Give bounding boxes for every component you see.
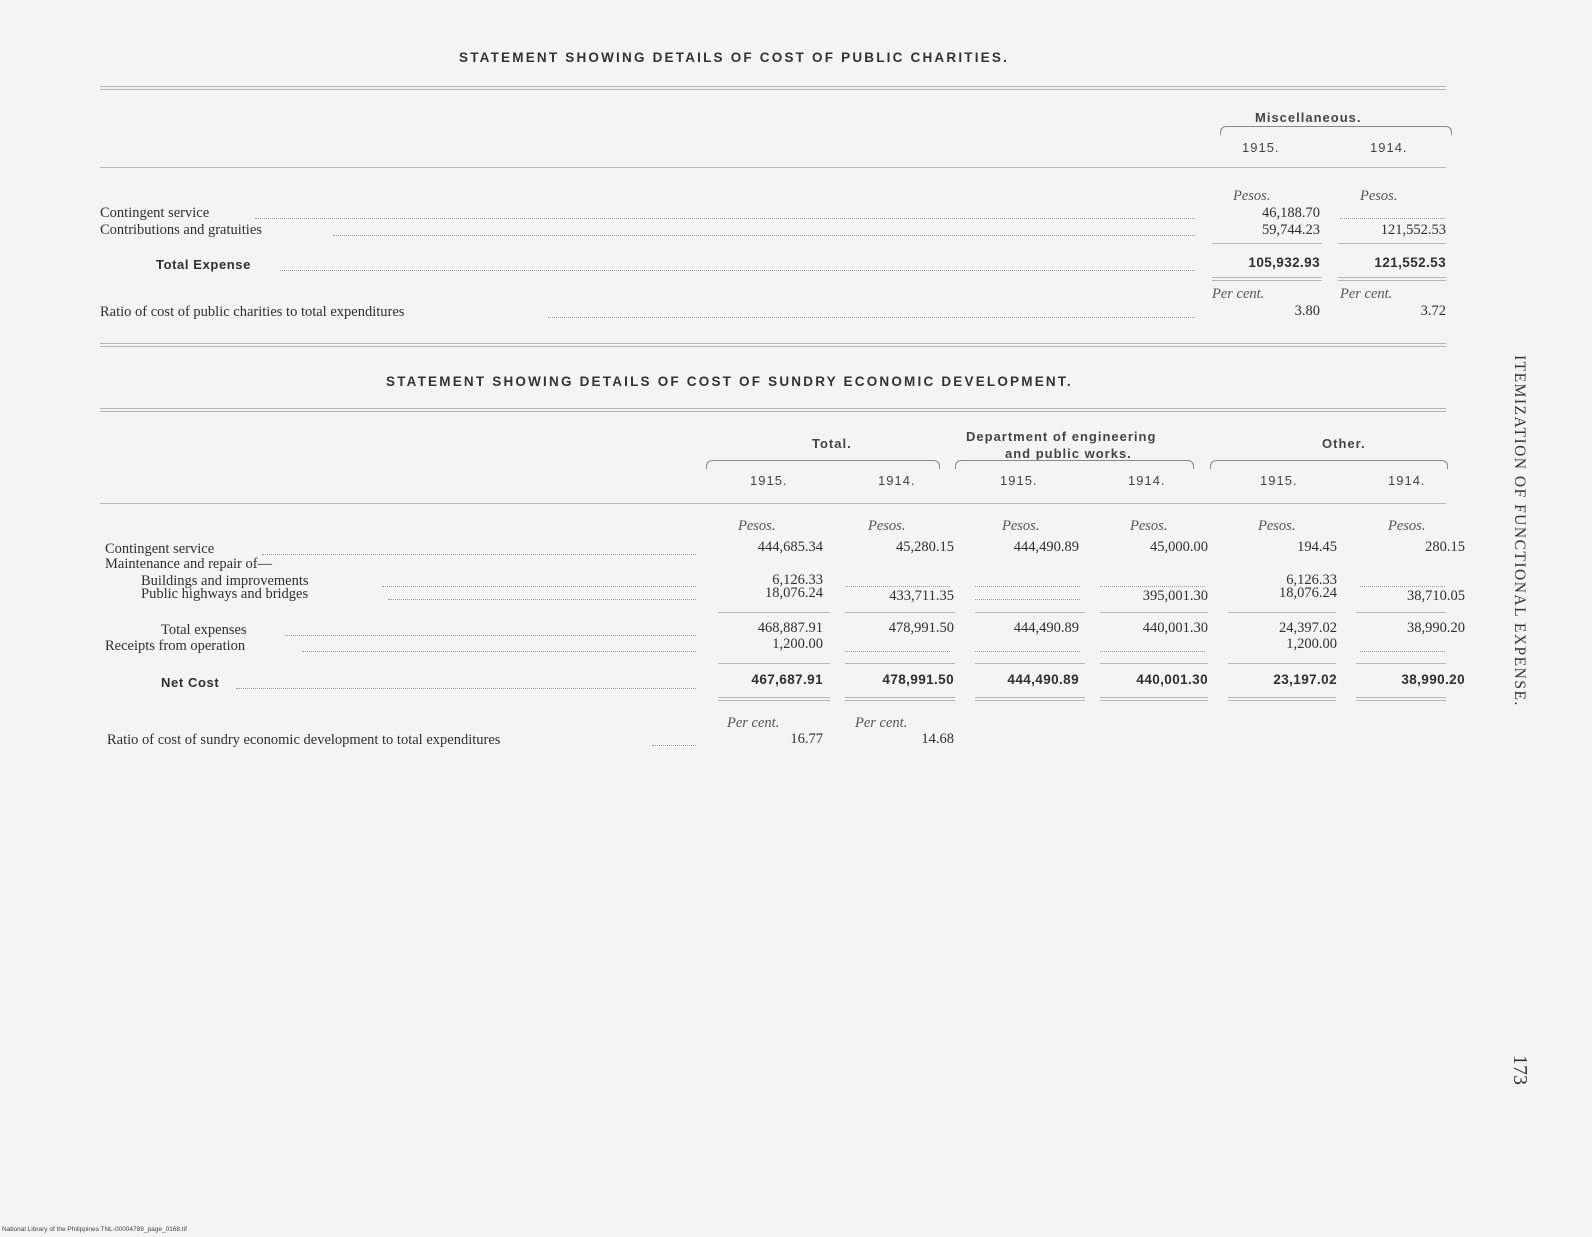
charities-ratio-unit-1914: Per cent. [1340, 286, 1393, 302]
sundry-net-cell: 23,197.02 [1273, 672, 1337, 687]
sundry-cell: 18,076.24 [765, 585, 823, 601]
sundry-net-cell: 38,990.20 [1401, 672, 1465, 687]
sundry-group-dept: Department of engineering [966, 429, 1157, 444]
charities-unit-1915: Pesos. [1233, 188, 1271, 204]
sundry-cell: 433,711.35 [889, 588, 954, 604]
total-rule [718, 697, 830, 701]
sundry-year: 1915. [1000, 473, 1038, 488]
charities-ratio-unit-1915: Per cent. [1212, 286, 1265, 302]
leader-dots [262, 554, 696, 555]
sundry-year: 1914. [1128, 473, 1166, 488]
page-number: 173 [1509, 1055, 1531, 1085]
sundry-header-rule [100, 503, 1446, 504]
charities-title: STATEMENT SHOWING DETAILS OF COST OF PUBLIC CHARITIES. [459, 50, 1010, 65]
running-heading: ITEMIZATION OF FUNCTIONAL EXPENSE. [1511, 355, 1528, 707]
sum-rule [845, 612, 955, 613]
charities-unit-1914: Pesos. [1360, 188, 1398, 204]
total-rule [1338, 277, 1446, 281]
sundry-cell: 280.15 [1425, 539, 1465, 555]
empty-cell-dots [1100, 651, 1205, 652]
sundry-year: 1914. [1388, 473, 1426, 488]
sundry-group-other: Other. [1322, 436, 1366, 451]
sum-rule [1356, 612, 1446, 613]
sundry-row-label: Receipts from operation [105, 638, 246, 654]
empty-cell-dots [1360, 651, 1445, 652]
sum-rule [718, 612, 830, 613]
total-rule [1356, 697, 1446, 701]
sundry-cell: 478,991.50 [888, 620, 954, 636]
leader-dots [388, 599, 696, 600]
sundry-year: 1915. [1260, 473, 1298, 488]
sundry-cell: 1,200.00 [1286, 636, 1337, 652]
sundry-brace-other [1210, 460, 1448, 469]
sundry-year: 1914. [878, 473, 916, 488]
sum-rule [1212, 243, 1322, 244]
sum-rule [845, 663, 955, 664]
charities-row-1915: 46,188.70 [1262, 205, 1320, 221]
charities-header-rule [100, 167, 1446, 168]
charities-row-label: Contributions and gratuities [100, 222, 262, 238]
sundry-ratio-label: Ratio of cost of sundry economic development to total expenditures [107, 732, 501, 748]
sundry-ratio-unit-1914: Per cent. [855, 715, 908, 731]
sundry-unit: Pesos. [1130, 518, 1168, 534]
sum-rule [1100, 663, 1208, 664]
charities-ratio-1915: 3.80 [1294, 303, 1320, 319]
sundry-row-label: Maintenance and repair of— [105, 556, 273, 572]
charities-row-1914: 121,552.53 [1380, 222, 1446, 238]
sundry-cell: 468,887.91 [757, 620, 823, 636]
empty-cell-dots [1100, 586, 1205, 587]
sundry-year: 1915. [750, 473, 788, 488]
sum-rule [975, 663, 1085, 664]
charities-bottom-rule [100, 343, 1446, 347]
sundry-cell: 444,685.34 [757, 539, 823, 555]
total-rule [975, 697, 1085, 701]
sum-rule [718, 663, 830, 664]
charities-group-brace [1220, 126, 1452, 135]
scan-footer: National Library of the Philippines TNL-00004789_page_0168.tif [2, 1226, 187, 1233]
sum-rule [1100, 612, 1208, 613]
sundry-cell: 440,001.30 [1142, 620, 1208, 636]
leader-dots [255, 218, 1195, 219]
empty-cell-dots [1340, 218, 1445, 219]
sundry-cell: 444,490.89 [1013, 539, 1079, 555]
total-rule [1212, 277, 1322, 281]
empty-cell-dots [1360, 586, 1445, 587]
sum-rule [1338, 243, 1446, 244]
sum-rule [1228, 612, 1336, 613]
charities-total-1915: 105,932.93 [1248, 255, 1320, 270]
total-rule [845, 697, 955, 701]
sundry-cell: 24,397.02 [1279, 620, 1337, 636]
sundry-row-label: Public highways and bridges [141, 586, 309, 602]
sundry-top-rule [100, 408, 1446, 412]
empty-cell-dots [975, 599, 1080, 600]
empty-cell-dots [845, 586, 950, 587]
charities-row-1915: 59,744.23 [1262, 222, 1320, 238]
sundry-ratio-unit-1915: Per cent. [727, 715, 780, 731]
sundry-net-cell: 440,001.30 [1136, 672, 1208, 687]
charities-group-header: Miscellaneous. [1255, 110, 1362, 125]
leader-dots [236, 688, 696, 689]
leader-dots [280, 270, 1195, 271]
sundry-brace-total [706, 460, 940, 469]
charities-total-1914: 121,552.53 [1374, 255, 1446, 270]
sundry-group-total: Total. [812, 436, 852, 451]
sundry-net-cell: 478,991.50 [882, 672, 954, 687]
sundry-cell: 18,076.24 [1279, 585, 1337, 601]
charities-ratio-label: Ratio of cost of public charities to total expenditures [100, 304, 405, 320]
sundry-title: STATEMENT SHOWING DETAILS OF COST OF SUNDRY ECONOMIC DEVELOPMENT. [386, 374, 1073, 389]
sundry-cell: 1,200.00 [772, 636, 823, 652]
charities-row-label: Contingent service [100, 205, 210, 221]
leader-dots [548, 317, 1195, 318]
leader-dots [333, 235, 1195, 236]
sundry-cell: 444,490.89 [1013, 620, 1079, 636]
charities-ratio-1914: 3.72 [1420, 303, 1446, 319]
sundry-net-cell: 444,490.89 [1007, 672, 1079, 687]
sundry-unit: Pesos. [1258, 518, 1296, 534]
sundry-cell: 395,001.30 [1142, 588, 1208, 604]
sundry-row-label: Total expenses [161, 622, 247, 638]
sundry-row-label: Buildings and improvements [141, 573, 309, 589]
sundry-cell: 45,280.15 [896, 539, 954, 555]
charities-total-label: Total Expense [156, 257, 251, 272]
sum-rule [1356, 663, 1446, 664]
sundry-cell: 6,126.33 [772, 572, 823, 588]
sundry-cell: 6,126.33 [1286, 572, 1337, 588]
sundry-unit: Pesos. [1002, 518, 1040, 534]
sundry-cell: 194.45 [1297, 539, 1337, 555]
total-rule [1228, 697, 1336, 701]
empty-cell-dots [845, 651, 950, 652]
sum-rule [975, 612, 1085, 613]
sundry-cell: 45,000.00 [1150, 539, 1208, 555]
leader-dots [652, 745, 696, 746]
sundry-unit: Pesos. [738, 518, 776, 534]
sundry-net-cell: 467,687.91 [751, 672, 823, 687]
sundry-unit: Pesos. [868, 518, 906, 534]
total-rule [1100, 697, 1208, 701]
sundry-net-label: Net Cost [161, 675, 220, 690]
empty-cell-dots [975, 586, 1080, 587]
charities-year-1915: 1915. [1242, 140, 1280, 155]
sundry-group-dept-2: and public works. [1005, 446, 1132, 461]
sundry-row-label: Contingent service [105, 541, 215, 557]
sundry-ratio-1915: 16.77 [790, 731, 823, 747]
sundry-ratio-1914: 14.68 [921, 731, 954, 747]
empty-cell-dots [975, 651, 1080, 652]
sundry-cell: 38,990.20 [1407, 620, 1465, 636]
leader-dots [302, 651, 696, 652]
leader-dots [285, 635, 696, 636]
sundry-unit: Pesos. [1388, 518, 1426, 534]
charities-year-1914: 1914. [1370, 140, 1408, 155]
sum-rule [1228, 663, 1336, 664]
sundry-brace-dept [955, 460, 1194, 469]
leader-dots [382, 586, 696, 587]
sundry-cell: 38,710.05 [1407, 588, 1465, 604]
charities-top-rule [100, 86, 1446, 90]
